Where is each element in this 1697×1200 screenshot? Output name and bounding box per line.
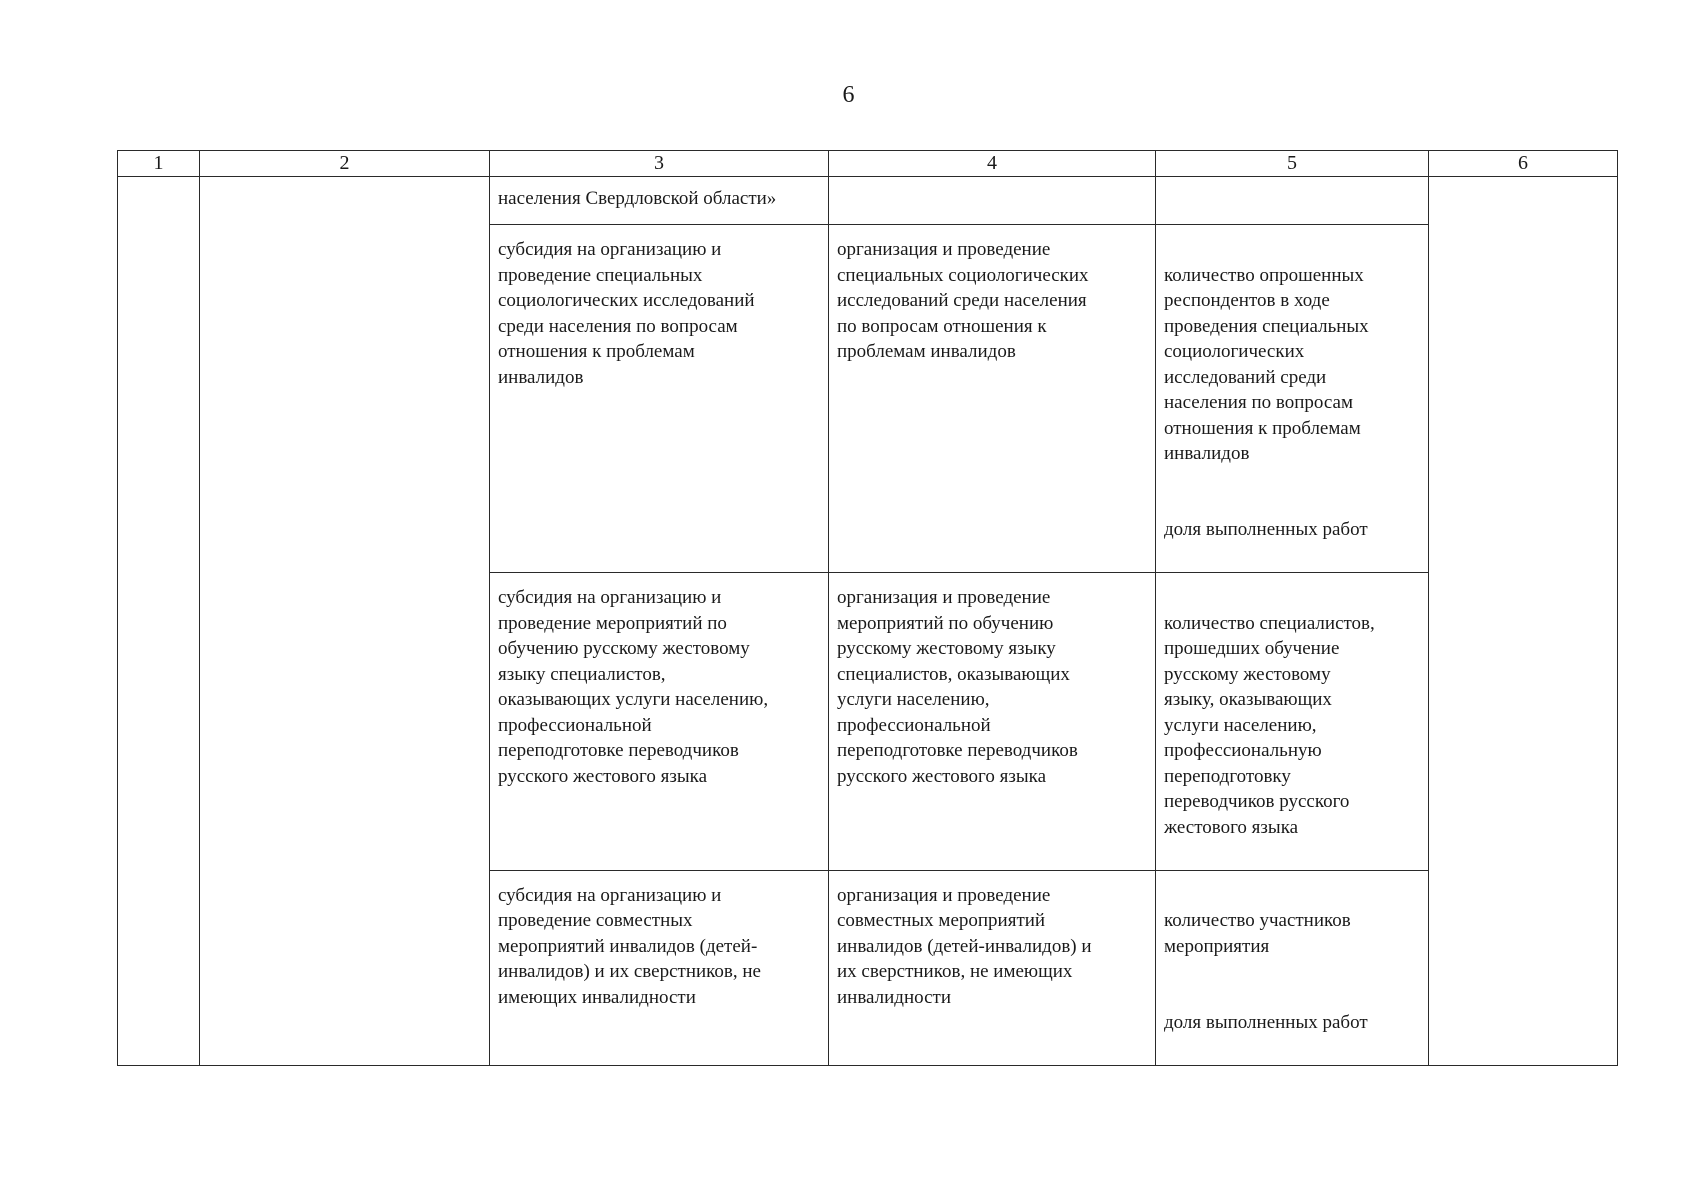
column-header-2: 2 <box>200 151 490 177</box>
cell-col5 <box>1156 573 1429 871</box>
indicators-table <box>117 150 1618 1066</box>
cell-col3 <box>490 573 829 871</box>
indicator-text: количество участников мероприятия <box>1164 910 1351 957</box>
cell-col4 <box>829 225 1156 573</box>
cell-text: субсидия на организацию и проведение совместных мероприятий инвалидов (детей- инвалидов) и их сверстников, не имеющих инвалидности <box>498 884 761 1008</box>
cell-col3 <box>490 225 829 573</box>
cell-col4 <box>829 177 1156 225</box>
cell-col5 <box>1156 225 1429 573</box>
cell-col5 <box>1156 177 1429 225</box>
cell-col1 <box>118 177 200 1066</box>
cell-text <box>829 177 1155 190</box>
cell-col4 <box>829 573 1156 871</box>
header-row <box>118 151 1618 177</box>
column-header-4: 4 <box>829 151 1156 177</box>
cell-text: субсидия на организацию и проведение специальных социологических исследований среди населения по вопросам отношения к проблемам инвалидов <box>498 239 755 388</box>
cell-text: населения Свердловской области» <box>498 188 777 209</box>
column-header-6: 6 <box>1429 151 1618 177</box>
indicator-text: количество специалистов, прошедших обучение русскому жестовому языку, оказывающих услуги населению, профессиональную переподготовку переводчиков русского жестового языка <box>1164 612 1375 838</box>
cell-col5 <box>1156 870 1429 1065</box>
cell-col3 <box>490 870 829 1065</box>
indicator-text: доля выполненных работ <box>1164 519 1368 540</box>
page-number: 6 <box>842 82 855 108</box>
cell-text: субсидия на организацию и проведение мероприятий по обучению русскому жестовому языку специалистов, оказывающих услуги населению, профессиональной переподготовке переводчиков русского жестового языка <box>498 587 769 787</box>
cell-col4 <box>829 870 1156 1065</box>
cell-col3 <box>490 177 829 225</box>
indicator-text: доля выполненных работ <box>1164 1011 1368 1033</box>
cell-text <box>1156 573 1428 870</box>
cell-col2 <box>200 177 490 1066</box>
cell-col6 <box>1429 177 1618 1066</box>
table-row <box>118 177 1618 225</box>
indicator-text: количество опрошенных респондентов в ходе проведения специальных социологических исследований среди населения по вопросам отношения к проблемам инвалидов <box>1164 264 1369 464</box>
cell-text: организация и проведение специальных социологических исследований среди населения по вопросам отношения к проблемам инвалидов <box>837 239 1089 362</box>
column-header-3: 3 <box>490 151 829 177</box>
column-header-1: 1 <box>118 151 200 177</box>
cell-text: организация и проведение мероприятий по обучению русскому жестовому языку специалистов, оказывающих услуги населению, профессиональной переподготовке переводчиков русского жестового языка <box>837 587 1078 787</box>
cell-text <box>1156 871 1428 1065</box>
column-header-5: 5 <box>1156 151 1429 177</box>
cell-text: организация и проведение совместных мероприятий инвалидов (детей-инвалидов) и их сверстников, не имеющих инвалидности <box>837 884 1092 1008</box>
cell-text <box>1156 225 1428 572</box>
